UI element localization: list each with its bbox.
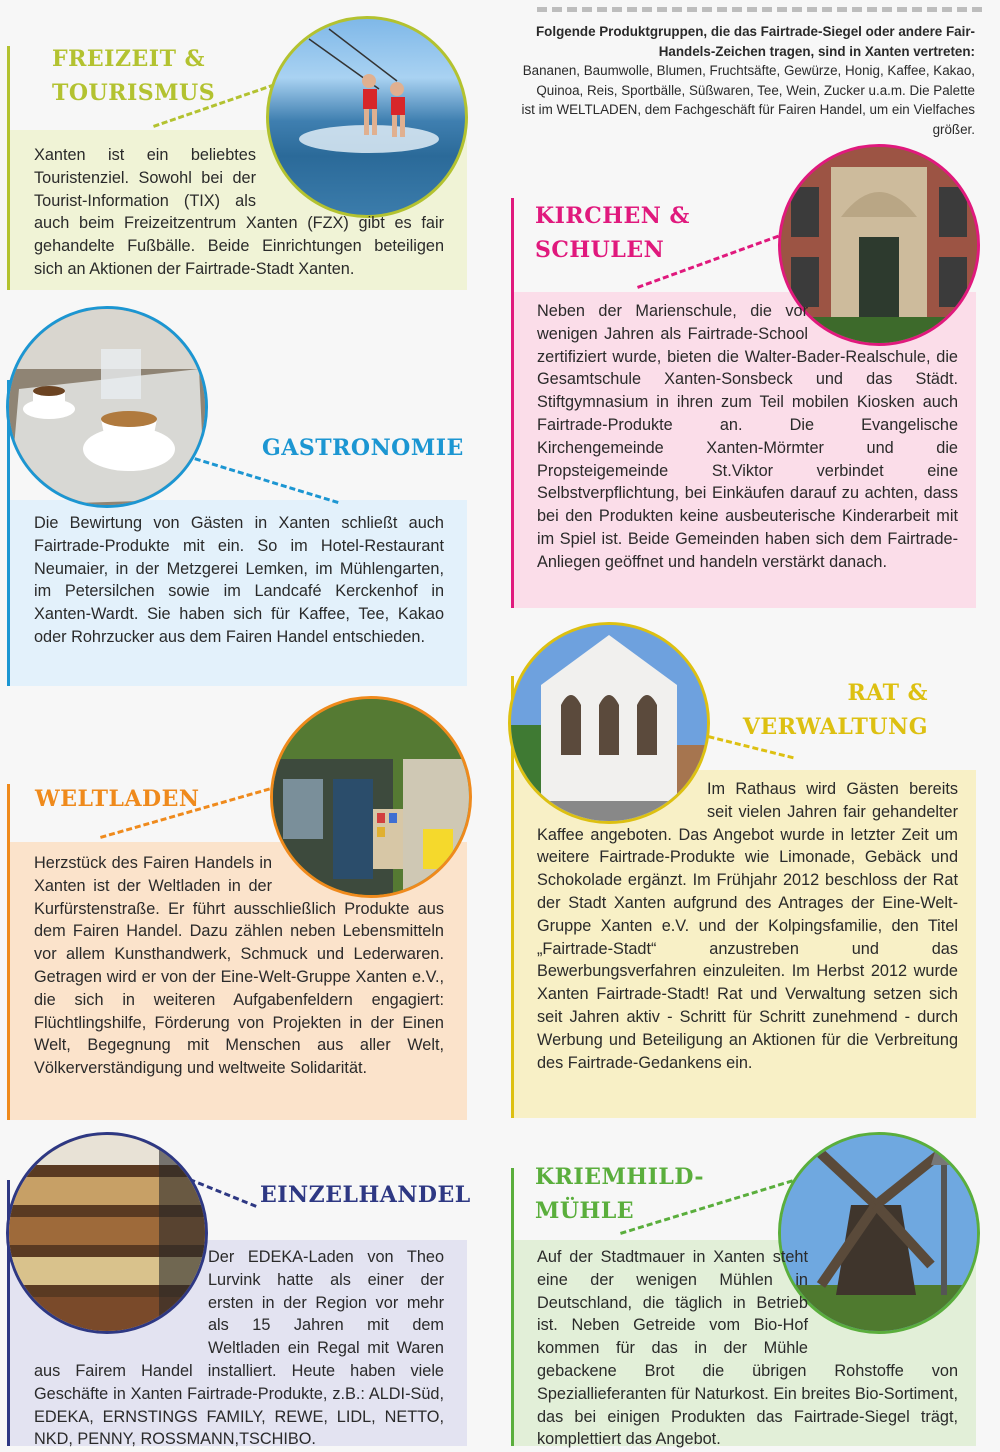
einzelhandel-title: EINZELHANDEL [260, 1182, 471, 1208]
text-wrap-spacer [537, 778, 707, 822]
kirchen-text: Neben der Marienschule, die vor wenigen Jahren als Fairtrade-School zertifiziert wurde, bieten die Walter-Bader-Realschule, die Gesamtschule Xanten-Sonsbeck und das Städt. Stiftgymnasium in ihren zum Teil mobilen Kiosken auch Fairtrade-Produkte an. Die Evangelische Kirchengemeinde Xanten-Mörmter und die Propsteigemeinde St.Viktor verbindet eine Selbstverpflichtung, bei Einkäufen darauf zu achten, dass bei den Produkten keine ausbeuterische Kinderarbeit mit im Spiel ist. Beide Gemeinden haben sich dem Fairtrade-Anliegen geöffnet und handeln verstärkt danach. [537, 302, 958, 571]
einzelhandel-text: Der EDEKA-Laden von Theo Lurvink hatte als einer der ersten in der Region vor mehr als 15 Jahren mit dem Weltladen ein Regal mit Waren aus Fairem Handel installiert. Heute haben viele Geschäfte in Xanten Fairtrade-Produkte, z.B.: ALDI-Süd, EDEKA, ERNSTINGS FAMILY, REWE, LIDL, NETTO, NKD, PENNY, ROSSMANN,TSCHIBO. [34, 1248, 444, 1449]
freizeit-text: Xanten ist ein beliebtes Touristenziel. Sowohl bei der Tourist-Information (TIX) als auch beim Freizeitzentrum Xanten (FZX) gibt es fair gehandelte Fußbälle. Beide Einrichtungen beteiligen sich an Aktionen der Fairtrade-Stadt Xanten. [34, 146, 444, 278]
text-wrap-spacer [272, 852, 444, 896]
gastronomie-text: Die Bewirtung von Gästen in Xanten schließt auch Fairtrade-Produkte mit ein. So im Hotel-Restaurant Neumaier, in der Metzgerei Lemken, im Mühlengarten, im Petersilchen sowie im Landcafé Kerckenhof in Xanten-Wardt. Sie haben sich für Kaffee, Tee, Kakao oder Rohrzucker aus dem Fairen Handel entschieden. [34, 514, 444, 646]
coffee-cup-photo-icon [6, 306, 208, 508]
kriemhild-title: KRIEMHILD- MÜHLE [535, 1164, 704, 1224]
top-divider [537, 7, 982, 12]
gastronomie-title: GASTRONOMIE [262, 435, 464, 461]
rat-title: RAT & VERWALTUNG [742, 680, 928, 740]
kriemhild-text: Auf der Stadtmauer in Xanten steht eine der wenigen Mühlen in Deutschland, die täglich in Betrieb ist. Neben Getreide vom Bio-Hof kommen für das in der Mühle gebackene Brot die übrigen Rohstoffe von Speziallieferanten für Naturkost. Ein breites Bio-Sortiment, das bei einigen Produkten das Fairtrade-Siegel trägt, komplettiert das Angebot. [537, 1248, 958, 1449]
text-wrap-spacer [256, 144, 444, 208]
freizeit-title: FREIZEIT & TOURISMUS [52, 46, 216, 106]
text-wrap-spacer [808, 300, 958, 344]
weltladen-title: WELTLADEN [35, 786, 200, 812]
text-wrap-spacer [808, 1246, 958, 1338]
weltladen-text: Herzstück des Fairen Handels in Xanten ist der Weltladen in der Kurfürstenstraße. Er führt ausschließlich Produkte aus dem Fairen Handel. Dazu zählen neben Lebensmitteln vor allem Kunsthandwerk, Schmuck und Lederwaren. Getragen wird er von der Eine-Welt-Gruppe Xanten e.V., die sich in weiteren Aufgabenfeldern engagiert: Flüchtlingshilfe, Förderung von Projekten in der Einen Welt, Begegnung mit Menschen aus aller Welt, Völkerverständigung und weltweite Solidarität. [34, 854, 444, 1078]
intro-body: Bananen, Baumwolle, Blumen, Fruchtsäfte, Gewürze, Honig, Kaffee, Kakao, Quinoa, Reis, Sportbälle, Süßwaren, Tee, Wein, Zucker u.a.m. Die Palette ist im WELTLADEN, dem Fachgeschäft für Fairen Handel, um ein Vielfaches größer. [521, 63, 975, 137]
rat-text: Im Rathaus wird Gästen bereits seit vielen Jahren fair gehandelter Kaffee angeboten. Das Angebot wurde in letzter Zeit um weitere Fairtrade-Produkte wie Limonade, Gebäck und Schokolade ergänzt. Im Frühjahr 2012 beschloss der Rat der Stadt Xanten aufgrund des Antrages der Eine-Welt-Gruppe Xanten e.V. und der Kolpingsfamilie, den Titel „Fairtrade-Stadt“ anzustreben und das Bewerbungsverfahren einzuleiten. Im Herbst 2012 wurde Xanten Fairtrade-Stadt! Rat und Verwaltung setzen sich seit Jahren aktiv - Schritt für Schritt zunehmend - durch Werbung und Beteiligung an Aktionen für die Verbreitung des Fairtrade-Gedankens ein. [537, 780, 958, 1072]
intro-text [520, 22, 975, 140]
intro-bold: Folgende Produktgruppen, die das Fairtrade-Siegel oder andere Fair-Handels-Zeichen tragen, sind in Xanten vertreten: [536, 24, 975, 59]
text-wrap-spacer [34, 1246, 208, 1338]
kirchen-title: KIRCHEN & SCHULEN [535, 203, 690, 263]
